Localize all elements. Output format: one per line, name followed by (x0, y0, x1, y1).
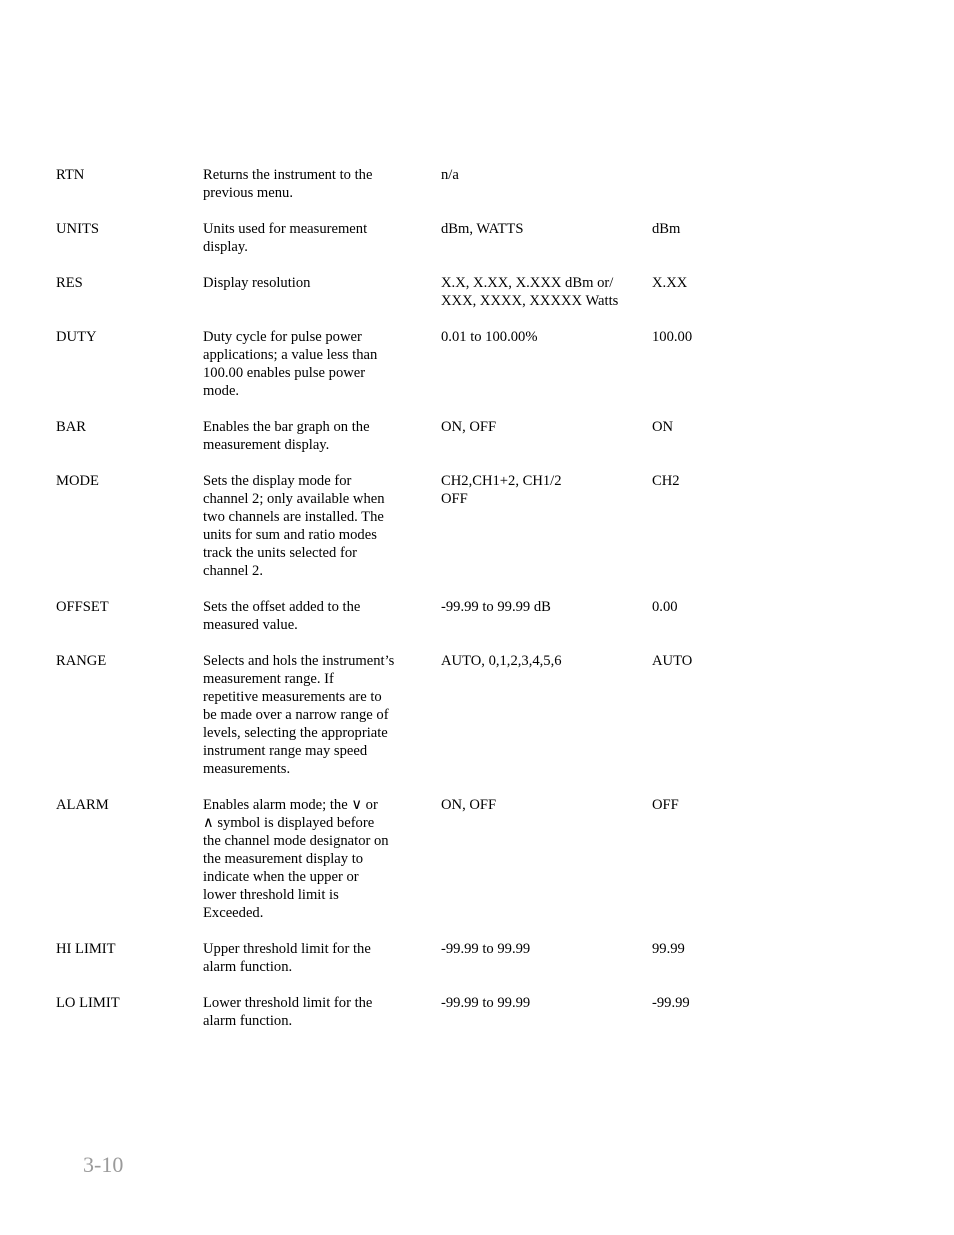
parameter-name: ALARM (56, 797, 109, 813)
parameter-name: BAR (56, 419, 87, 435)
page-number: 3-10 (83, 1152, 124, 1177)
parameter-range-line: X.X, X.XX, X.XXX dBm or/ (441, 275, 614, 291)
parameter-description-line: Exceeded. (203, 905, 264, 921)
parameter-description-line: two channels are installed. The (203, 509, 384, 525)
parameter-name: RANGE (56, 653, 107, 669)
parameter-description-line: Duty cycle for pulse power (203, 329, 362, 345)
parameter-default (652, 274, 687, 292)
parameter-description-line: alarm function. (203, 959, 293, 975)
table-row (56, 598, 916, 634)
parameter-default-line: X.XX (652, 275, 688, 291)
parameter-range (441, 994, 530, 1012)
parameter-default-line: 99.99 (652, 941, 685, 957)
table-row (56, 472, 916, 580)
parameter-description-line: measurements. (203, 761, 291, 777)
parameter-description-line: lower threshold limit is (203, 887, 339, 903)
parameter-range (441, 328, 537, 346)
parameter-description-line: Sets the display mode for (203, 473, 352, 489)
parameter-default (652, 472, 680, 490)
parameter-description-line: Enables the bar graph on the (203, 419, 370, 435)
parameter-description-line: previous menu. (203, 185, 293, 201)
parameter-range (441, 418, 496, 436)
parameter-range (441, 220, 523, 238)
table-row (56, 274, 916, 310)
parameter-name: UNITS (56, 221, 99, 237)
table-row (56, 166, 916, 202)
parameter-range-line: n/a (441, 167, 459, 183)
parameter-default (652, 652, 692, 670)
parameter-name: RES (56, 275, 83, 291)
parameter-description-line: levels, selecting the appropriate (203, 725, 388, 741)
parameter-range (441, 796, 496, 814)
parameter-description (203, 598, 360, 634)
parameter-range (441, 274, 618, 310)
table-row (56, 994, 916, 1030)
parameter-description-line: Upper threshold limit for the (203, 941, 371, 957)
table-row (56, 418, 916, 454)
parameter-description-line: track the units selected for (203, 545, 357, 561)
parameter-default-line: 100.00 (652, 329, 693, 345)
parameter-description (203, 418, 370, 454)
parameter-range-line: ON, OFF (441, 797, 497, 813)
parameter-description-line: ∧ symbol is displayed before (203, 815, 375, 831)
parameter-description-line: applications; a value less than (203, 347, 378, 363)
parameter-description (203, 220, 367, 256)
parameter-range-line: OFF (441, 491, 468, 507)
parameter-range-line: CH2,CH1+2, CH1/2 (441, 473, 562, 489)
parameter-default-line: OFF (652, 797, 679, 813)
parameter-range (441, 940, 530, 958)
parameter-default-line: AUTO (652, 653, 693, 669)
parameter-description-line: Sets the offset added to the (203, 599, 361, 615)
parameter-description (203, 274, 310, 292)
parameter-range (441, 598, 551, 616)
parameter-description-line: channel 2; only available when (203, 491, 385, 507)
parameter-range (441, 472, 562, 508)
table-row (56, 940, 916, 976)
parameter-description-line: instrument range may speed (203, 743, 368, 759)
parameter-default (652, 796, 679, 814)
parameter-description-line: channel 2. (203, 563, 263, 579)
parameter-description-line: Enables alarm mode; the ∨ or (203, 797, 378, 813)
parameter-name: RTN (56, 167, 85, 183)
parameter-description-line: 100.00 enables pulse power (203, 365, 366, 381)
parameter-range-line: -99.99 to 99.99 dB (441, 599, 551, 615)
parameter-description-line: measurement display. (203, 437, 330, 453)
parameter-description-line: the measurement display to (203, 851, 364, 867)
parameter-default-line: -99.99 (652, 995, 690, 1011)
parameter-description (203, 994, 372, 1030)
parameter-range (441, 652, 562, 670)
parameter-description-line: units for sum and ratio modes (203, 527, 377, 543)
parameter-description-line: alarm function. (203, 1013, 293, 1029)
parameter-description-line: Units used for measurement (203, 221, 368, 237)
parameter-description (203, 472, 385, 580)
parameter-range-line: -99.99 to 99.99 (441, 941, 531, 957)
parameter-default (652, 598, 678, 616)
parameter-name: DUTY (56, 329, 97, 345)
parameter-default (652, 220, 680, 238)
parameter-description (203, 796, 389, 922)
parameter-default-line: dBm (652, 221, 681, 237)
parameter-description-line: the channel mode designator on (203, 833, 389, 849)
parameter-range-line: 0.01 to 100.00% (441, 329, 538, 345)
parameter-description-line: Returns the instrument to the (203, 167, 373, 183)
parameter-range-line: dBm, WATTS (441, 221, 524, 237)
parameter-description-line: measured value. (203, 617, 298, 633)
parameter-description (203, 652, 394, 778)
parameter-description-line: repetitive measurements are to (203, 689, 382, 705)
table-row (56, 220, 916, 256)
parameter-default (652, 940, 685, 958)
parameter-description-line: measurement range. If (203, 671, 334, 687)
parameter-range (441, 166, 459, 184)
table-row (56, 652, 916, 778)
parameter-default (652, 328, 692, 346)
parameter-description (203, 166, 372, 202)
parameter-name: LO LIMIT (56, 995, 120, 1011)
parameter-description-line: Display resolution (203, 275, 311, 291)
parameter-name: MODE (56, 473, 99, 489)
table-row (56, 328, 916, 400)
parameter-description (203, 940, 371, 976)
parameter-name: HI LIMIT (56, 941, 116, 957)
parameter-default-line: ON (652, 419, 674, 435)
parameter-default-line: 0.00 (652, 599, 678, 615)
parameter-default-line: CH2 (652, 473, 680, 489)
parameter-description-line: be made over a narrow range of (203, 707, 389, 723)
parameter-range-line: AUTO, 0,1,2,3,4,5,6 (441, 653, 562, 669)
parameter-default (652, 418, 673, 436)
parameter-range-line: XXX, XXXX, XXXXX Watts (441, 293, 619, 309)
parameter-description-line: Lower threshold limit for the (203, 995, 373, 1011)
parameter-default (652, 994, 690, 1012)
parameter-range-line: ON, OFF (441, 419, 497, 435)
parameter-description-line: mode. (203, 383, 240, 399)
table-row (56, 796, 916, 922)
parameter-description-line: Selects and hols the instrument’s (203, 653, 395, 669)
parameter-description-line: display. (203, 239, 248, 255)
parameter-range-line: -99.99 to 99.99 (441, 995, 531, 1011)
parameter-description (203, 328, 377, 400)
parameter-description-line: indicate when the upper or (203, 869, 359, 885)
parameter-name: OFFSET (56, 599, 109, 615)
